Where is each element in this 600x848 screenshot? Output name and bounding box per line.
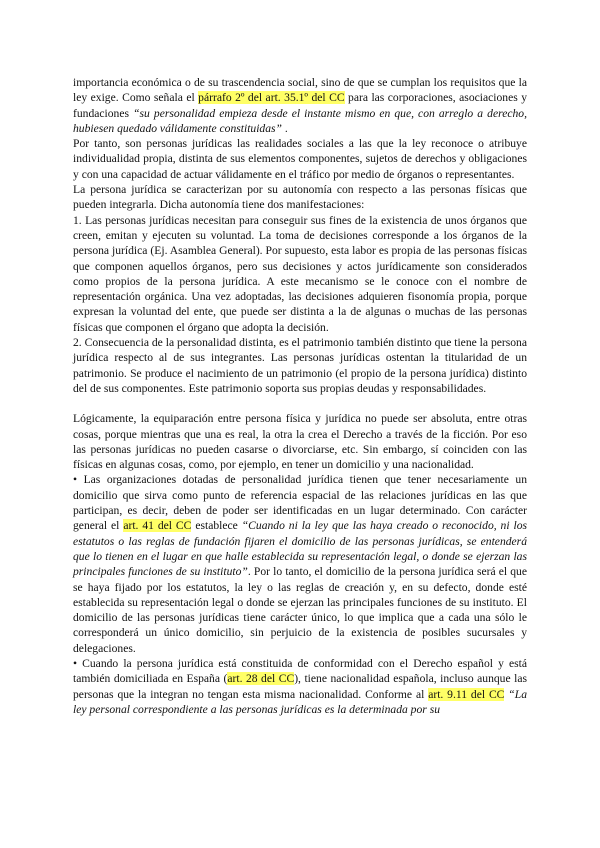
highlighted-article-reference: art. 28 del CC xyxy=(227,672,295,686)
text-segment: 1. Las personas jurídicas necesitan para conseguir sus fines de la existencia de unos órganos que creen, emitan y ejecuten su voluntad. La toma de decisiones corresponde a los órganos de la persona jurídica (Ej. Asamblea General). Por supuesto, esta labor es propia de las personas físicas que componen aquellos órganos, pero sus decisiones y actos jurídicamente son considerados como propios de la persona jurídica. A este mecanismo se le conoce con el nombre de representación orgánica. Una vez adoptadas, las decisiones adquieren fisonomía propia, porque expresan la voluntad del ente, que puede ser distinta a la de algunas o muchas de las personas físicas que componen el órgano que adopta la decisión. xyxy=(73,213,527,334)
paragraph xyxy=(73,75,527,136)
text-segment: 2. Consecuencia de la personalidad distinta, es el patrimonio también distinto que tiene la persona jurídica respecto al de sus integrantes. Las personas jurídicas ostentan la titularidad de un patrimonio. Se produce el nacimiento de un patrimonio (el propio de la persona jurídica) distinto del de sus componentes. Este patrimonio soporta sus propias deudas y responsabilidades. xyxy=(73,336,527,395)
text-segment: . xyxy=(281,121,288,135)
text-segment: ), tiene nacionalidad española, incluso aunque las personas que la integran no tengan esta misma nacionalidad. Conforme al xyxy=(73,672,527,701)
paragraph xyxy=(73,335,527,396)
text-segment: importancia económica o de su trascendencia social, sino de que se cumplan los requisitos que la ley exige. Como señala el xyxy=(73,76,527,105)
text-segment: Lógicamente, la equiparación entre persona física y jurídica no puede ser absoluta, entre otras cosas, porque mientras que una es real, la otra la crea el Derecho a través de la ficción. Por eso las personas jurídicas no pueden casarse o divorciarse, etc. Sin embargo, sí coinciden con las físicas en algunas cosas, como, por ejemplo, en tener un domicilio y una nacionalidad. xyxy=(73,412,527,472)
highlighted-article-reference: párrafo 2º del art. 35.1º del CC xyxy=(198,91,345,105)
quoted-legal-text: “su personalidad empieza desde el instante mismo en que, con arreglo a derecho, hubiesen quedado válidamente constituidas” xyxy=(73,106,527,135)
text-segment: La persona jurídica se caracterizan por su autonomía con respecto a las personas físicas que pueden integrarla. Dicha autonomía tiene dos manifestaciones: xyxy=(73,183,527,212)
text-segment: establece xyxy=(191,519,242,533)
paragraph xyxy=(73,213,527,335)
highlighted-article-reference: art. 9.11 del CC xyxy=(428,687,505,701)
text-segment: . Por lo tanto, el domicilio de la persona jurídica será el que se haya fijado por los estatutos, la ley o las reglas de creación y, en su defecto, donde esté establecida su representación legal o donde se ejerzan las principales funciones de su instituto. El domicilio de las personas jurídicas tiene carácter único, lo que implica que a cada una sólo le corresponderá un único domicilio, sin perjuicio de la existencia de posibles sucursales y delegaciones. xyxy=(73,565,527,655)
paragraph xyxy=(73,136,527,182)
paragraph xyxy=(73,182,527,213)
text-segment: • Cuando la persona jurídica está constituida de conformidad con el Derecho español y está también domiciliada en España ( xyxy=(73,656,527,686)
document-page xyxy=(73,75,527,717)
text-segment: Por tanto, son personas jurídicas las realidades sociales a las que la ley reconoce o atribuye individualidad propia, distinta de sus elementos componentes, sujetos de derechos y obligaciones y con una capacidad de actuar válidamente en el tráfico por medio de órganos o representantes. xyxy=(73,137,527,181)
paragraph xyxy=(73,411,527,472)
text-segment: • Las organizaciones dotadas de personalidad jurídica tienen que tener necesariamente un domicilio que sirva como punto de referencia espacial de las relaciones jurídicas en las que participan, es decir, deben de poder ser identificadas en un lugar determinado. Con carácter general el xyxy=(73,473,527,533)
paragraph xyxy=(73,472,527,656)
quoted-legal-text: “La ley personal correspondiente a las personas jurídicas es la determinada por su xyxy=(73,687,527,716)
quoted-legal-text: “Cuando ni la ley que las haya creado o reconocido, ni los estatutos o las reglas de fundación fijaren el domicilio de las personas jurídicas, se entenderá que lo tienen en el lugar en que halle establecida su representación legal, o donde se ejerzan las principales funciones de su instituto” xyxy=(73,519,528,579)
text-segment: para las corporaciones, asociaciones y fundaciones xyxy=(73,91,528,120)
paragraph xyxy=(73,656,527,717)
highlighted-article-reference: art. 41 del CC xyxy=(123,519,192,533)
